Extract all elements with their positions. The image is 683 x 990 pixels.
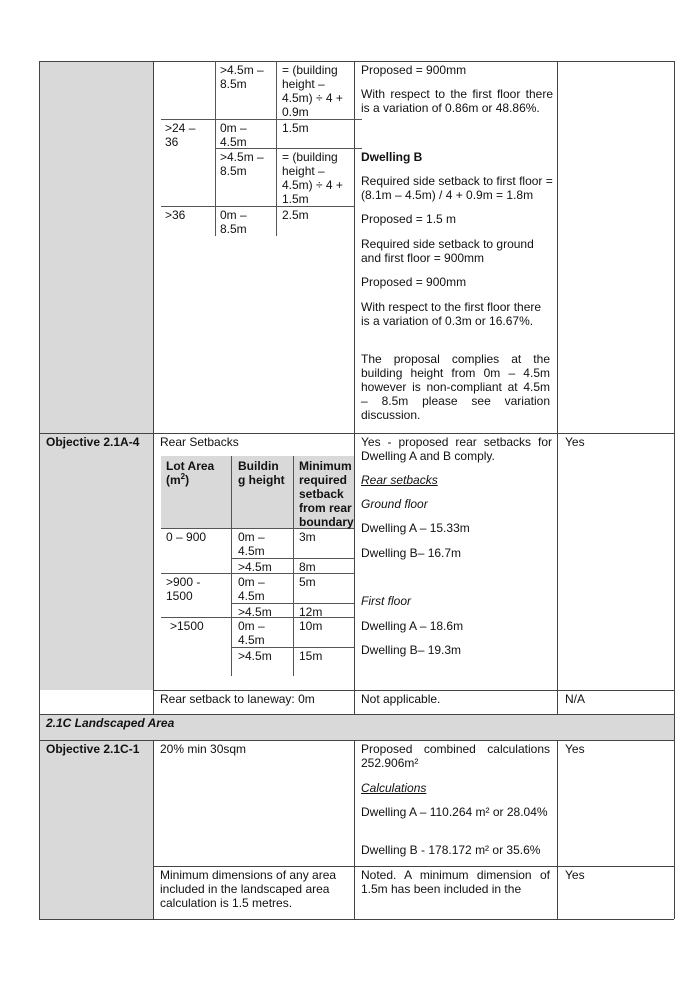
objective-column-shade-bottom <box>39 740 153 919</box>
rear-row-3-v2: 15m <box>299 649 323 663</box>
rear-header-building-height: Buildin g height <box>238 459 285 487</box>
inner-r2-lot: >24 – 36 <box>165 121 196 149</box>
top-proposal-p8: The proposal complies at the building height from 0m – 4.5m however is non-compliant at 4.5m – 8.5m please see variation discussion. <box>361 352 550 422</box>
rear-complies: Yes <box>565 435 585 449</box>
dimension-control: Minimum dimensions of any area included in the landscaped area calculation is 1.5 metres. <box>160 868 337 910</box>
inner-r2b-formula: = (building height – 4.5m) ÷ 4 + 1.5m <box>282 150 343 206</box>
rear-row-3-h2: >4.5m <box>238 649 272 663</box>
inner-r1-range: >4.5m – 8.5m <box>220 63 264 91</box>
top-proposal-p7: With respect to the first floor there is a variation of 0.3m or 16.67%. <box>361 300 542 328</box>
landscape-proposal-p1: Proposed combined calculations 252.906m² <box>361 742 550 770</box>
landscape-control: 20% min 30sqm <box>160 742 247 756</box>
row-divider-rear <box>39 433 674 434</box>
ground-dwelling-a: Dwelling A – 15.33m <box>361 521 470 535</box>
row-divider-landscape <box>39 740 674 741</box>
landscape-objective-label: Objective 2.1C-1 <box>46 742 140 756</box>
calculations-heading: Calculations <box>361 781 427 795</box>
first-dwelling-b: Dwelling B– 19.3m <box>361 643 462 657</box>
col-divider-1a <box>153 61 154 714</box>
inner-top-h1 <box>161 119 362 120</box>
inner-r3-lot: >36 <box>165 208 186 222</box>
rear-objective-label: Objective 2.1A-4 <box>46 435 140 449</box>
calc-dwelling-b: Dwelling B - 178.172 m² or 35.6% <box>361 843 541 857</box>
rear-row-3-v1: 10m <box>299 619 323 633</box>
row-divider-section <box>39 714 674 715</box>
top-proposal-p4: Proposed = 1.5 m <box>361 212 457 226</box>
inner-r3-range: 0m – 8.5m <box>220 208 247 236</box>
rear-row-3-lot: >1500 <box>170 619 204 633</box>
laneway-complies: N/A <box>565 692 586 706</box>
laneway-proposal: Not applicable. <box>361 692 441 706</box>
rear-setbacks-heading: Rear setbacks <box>361 473 438 487</box>
inner-r2a-value: 1.5m <box>282 121 309 135</box>
rear-row-1-h1: 0m – 4.5m <box>238 530 265 558</box>
rear-row-2-v2: 12m <box>299 605 323 619</box>
first-floor-heading: First floor <box>361 594 412 608</box>
col-divider-2a <box>354 61 355 714</box>
objective-column-shade-top <box>39 62 153 690</box>
inner-top-h3 <box>161 206 354 207</box>
inner-r2b-range: >4.5m – 8.5m <box>220 150 264 178</box>
rear-header-lot-area: Lot Area $(m^2)$ <box>166 459 215 487</box>
rear-row-1-v2: 8m <box>299 560 316 574</box>
inner-rear-v2 <box>293 456 294 676</box>
rear-row-2-h2: >4.5m <box>238 605 272 619</box>
first-dwelling-a: Dwelling A – 18.6m <box>361 619 464 633</box>
rear-row-2-v1: 5m <box>299 575 316 589</box>
rear-row-2-h1: 0m – 4.5m <box>238 575 265 603</box>
table-border-right <box>674 61 675 919</box>
table-border-top <box>39 61 674 62</box>
table-border-left <box>39 61 40 919</box>
rear-control-label: Rear Setbacks <box>160 435 239 449</box>
top-proposal-p6: Proposed = 900mm <box>361 275 467 289</box>
rear-header-min-setback: Minimum required setback from rear boundary <box>299 459 354 529</box>
inner-r3-value: 2.5m <box>282 208 309 222</box>
ground-dwelling-b: Dwelling B– 16.7m <box>361 546 462 560</box>
top-proposal-p5: Required side setback to ground and first floor = 900mm <box>361 237 534 265</box>
col-divider-2b <box>354 740 355 919</box>
top-proposal-p1: Proposed = 900mm <box>361 63 467 77</box>
top-proposal-p3: Required side setback to first floor = (8.1m – 4.5m) / 4 + 0.9m = 1.8m <box>361 174 553 202</box>
col-divider-3b <box>557 740 558 919</box>
inner-rear-v1 <box>231 456 232 676</box>
row-divider-dimensions <box>153 866 674 867</box>
rear-row-3-h1: 0m – 4.5m <box>238 619 265 647</box>
inner-r1-formula: = (building height – 4.5m) ÷ 4 + 0.9m <box>282 63 343 119</box>
inner-rear-h4 <box>231 603 354 604</box>
rear-row-1-h2: >4.5m <box>238 560 272 574</box>
rear-row-1-v1: 3m <box>299 530 316 544</box>
dwelling-b-heading: Dwelling B <box>361 150 423 164</box>
inner-rear-h6 <box>231 647 354 648</box>
top-proposal-p2: With respect to the first floor there is a variation of 0.86m or 48.86%. <box>361 87 553 115</box>
calc-dwelling-a: Dwelling A – 110.264 m² or 28.04% <box>361 805 548 819</box>
rear-proposal-p1: Yes - proposed rear setbacks for Dwelling A and B comply. <box>361 435 552 463</box>
dimension-proposal: Noted. A minimum dimension of 1.5m has been included in the <box>361 868 550 896</box>
inner-rear-h2 <box>231 558 354 559</box>
rear-row-1-lot: 0 – 900 <box>166 530 207 544</box>
laneway-control: Rear setback to laneway: 0m <box>160 692 315 706</box>
inner-r2a-range: 0m – 4.5m <box>220 121 247 149</box>
dimension-complies: Yes <box>565 868 585 882</box>
section-title-landscaped-area: 2.1C Landscaped Area <box>46 716 175 730</box>
col-divider-3a <box>557 61 558 714</box>
rear-row-2-lot: >900 - 1500 <box>166 575 201 603</box>
col-divider-1b <box>153 740 154 919</box>
row-divider-laneway <box>153 690 674 691</box>
table-border-bottom <box>39 919 674 920</box>
ground-floor-heading: Ground floor <box>361 497 428 511</box>
landscape-complies: Yes <box>565 742 585 756</box>
